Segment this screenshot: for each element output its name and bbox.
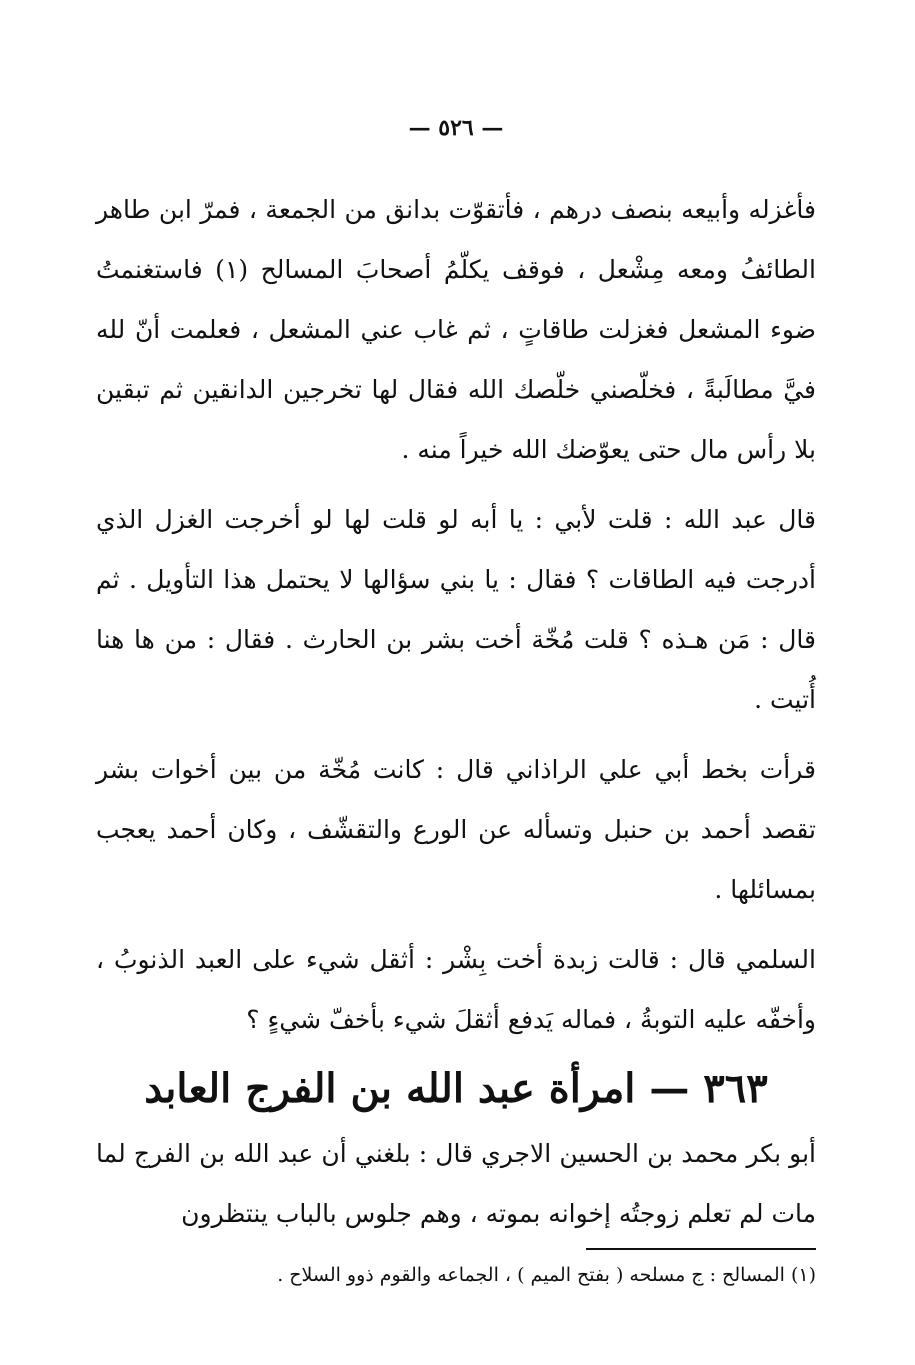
- paragraph: قال عبد الله : قلت لأبي : يا أبه لو قلت لها لو أخرجت الغزل الذي أدرجت فيه الطاقات ؟ فقال : يا بني سؤالها لا يحتمل هذا التأويل . ثم قال : مَن هـذه ؟ قلت مُخّة أخت بشر بن الحارث . فقال : من ها هنا أُتيت .: [96, 505, 816, 714]
- paragraph: فأغزله وأبيعه بنصف درهم ، فأتقوّت بدانق من الجمعة ، فمرّ ابن طاهر الطائفُ ومعه مِشْعل ، فوقف يكلّمُ أصحابَ المسالح (١) فاستغنمتُ ضوء المشعل فغزلت طاقاتٍ ، ثم غاب عني المشعل ، فعلمت أنّ لله فيَّ مطالَبةً ، فخلّصني خلّصك الله فقال لها تخرجين الدانقين ثم تبقين بلا رأس مال حتى يعوّضك الله خيراً منه .: [96, 195, 816, 464]
- paragraph: قرأت بخط أبي علي الراذاني قال : كانت مُخّة من بين أخوات بشر تقصد أحمد بن حنبل وتسأله عن الورع والتقشّف ، وكان أحمد يعجب بمسائلها .: [96, 755, 816, 904]
- book-page: [96, 110, 816, 1340]
- page-number: — ٥٢٦ —: [408, 115, 504, 141]
- section-heading: ٣٦٣ — امرأة عبد الله بن الفرج العابد: [144, 1065, 768, 1112]
- footnote-divider: [586, 1248, 816, 1250]
- paragraph: السلمي قال : قالت زبدة أخت بِشْر : أثقل شيء على العبد الذنوبُ ، وأخفّه عليه التوبةُ ، فماله يَدفع أثقلَ شيء بأخفّ شيءٍ ؟: [96, 945, 816, 1034]
- footnote: (١) المسالح : ج مسلحه ( بفتح الميم ) ، الجماعه والقوم ذوو السلاح .: [277, 1264, 816, 1286]
- paragraph: أبو بكر محمد بن الحسين الاجري قال : بلغني أن عبد الله بن الفرج لما مات لم تعلم زوجتُه إخوانه بموته ، وهم جلوس بالباب ينتظرون: [96, 1139, 816, 1228]
